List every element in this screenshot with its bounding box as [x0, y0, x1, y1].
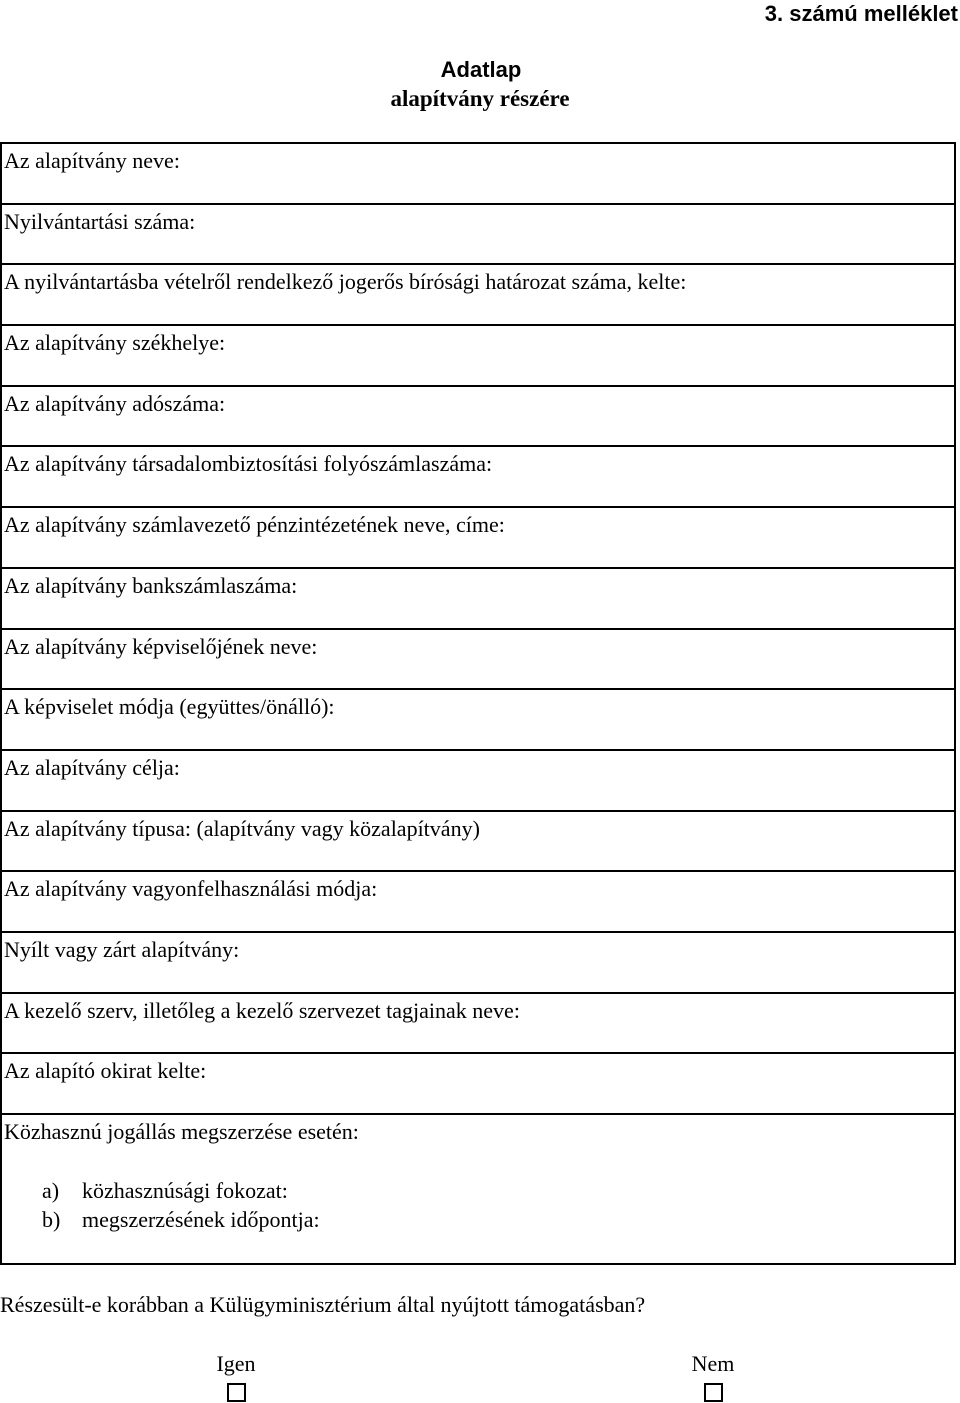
- choice-no: [653, 1350, 773, 1402]
- field-label: Nyílt vagy zárt alapítvány:: [4, 936, 240, 962]
- list-item-text: megszerzésének időpontja:: [82, 1207, 320, 1232]
- yes-checkbox[interactable]: [227, 1383, 246, 1402]
- field-label: Az alapítvány bankszámlaszáma:: [4, 572, 298, 598]
- list-item-letter: b): [42, 1207, 61, 1232]
- field-managing-body-members[interactable]: [2, 994, 954, 1055]
- field-headquarters[interactable]: [2, 326, 954, 387]
- field-bank-account[interactable]: [2, 569, 954, 630]
- field-label: Az alapítvány célja:: [4, 754, 180, 780]
- field-label: Az alapítvány vagyonfelhasználási módja:: [4, 876, 378, 902]
- list-item: [4, 1176, 954, 1205]
- field-label: Közhasznú jogállás megszerzése esetén:: [4, 1119, 359, 1144]
- field-bank-name-address[interactable]: [2, 508, 954, 569]
- field-social-security-account[interactable]: [2, 447, 954, 508]
- field-label: A képviselet módja (együttes/önálló):: [4, 694, 335, 720]
- data-sheet-table: [0, 142, 956, 1265]
- choice-no-label: Nem: [691, 1351, 735, 1376]
- choice-yes-label: Igen: [216, 1351, 256, 1376]
- field-label: Az alapítvány társadalombiztosítási folyószámlaszáma:: [4, 451, 493, 477]
- page-title: Adatlap: [440, 57, 522, 82]
- field-purpose[interactable]: [2, 751, 954, 812]
- list-item-text: közhasznúsági fokozat:: [82, 1178, 288, 1203]
- field-foundation-name[interactable]: [2, 144, 954, 205]
- field-label: Az alapítvány típusa: (alapítvány vagy közalapítvány): [4, 815, 480, 841]
- field-label: Nyilvántartási száma:: [4, 208, 196, 234]
- field-type[interactable]: [2, 812, 954, 873]
- field-label: Az alapítvány neve:: [4, 148, 180, 173]
- public-benefit-list: [4, 1176, 954, 1234]
- field-label: Az alapítvány adószáma:: [4, 390, 226, 416]
- field-representation-mode[interactable]: [2, 690, 954, 751]
- choice-yes: [176, 1350, 296, 1402]
- field-label: A kezelő szerv, illetőleg a kezelő szervezet tagjainak neve:: [4, 997, 520, 1023]
- page-subtitle: alapítvány részére: [390, 86, 570, 111]
- field-open-or-closed[interactable]: [2, 933, 954, 994]
- support-question: Részesült-e korábban a Külügyminisztérium által nyújtott támogatásban?: [0, 1292, 646, 1317]
- field-label: Az alapítvány számlavezető pénzintézetének neve, címe:: [4, 512, 505, 538]
- field-label: Az alapítvány székhelye:: [4, 330, 226, 356]
- no-checkbox[interactable]: [704, 1383, 723, 1402]
- annex-label: 3. számú melléklet: [764, 1, 958, 26]
- field-representative-name[interactable]: [2, 630, 954, 691]
- field-public-benefit-status[interactable]: [2, 1115, 954, 1263]
- title-block: [0, 56, 960, 114]
- list-item: [4, 1205, 954, 1234]
- field-registration-number[interactable]: [2, 205, 954, 266]
- field-asset-use[interactable]: [2, 872, 954, 933]
- field-tax-number[interactable]: [2, 387, 954, 448]
- list-item-letter: a): [42, 1178, 60, 1203]
- field-court-decision[interactable]: [2, 265, 954, 326]
- field-label: Az alapítvány képviselőjének neve:: [4, 633, 318, 659]
- field-label: A nyilvántartásba vételről rendelkező jogerős bírósági határozat száma, kelte:: [4, 269, 687, 295]
- field-deed-date[interactable]: [2, 1054, 954, 1115]
- field-label: Az alapító okirat kelte:: [4, 1058, 207, 1084]
